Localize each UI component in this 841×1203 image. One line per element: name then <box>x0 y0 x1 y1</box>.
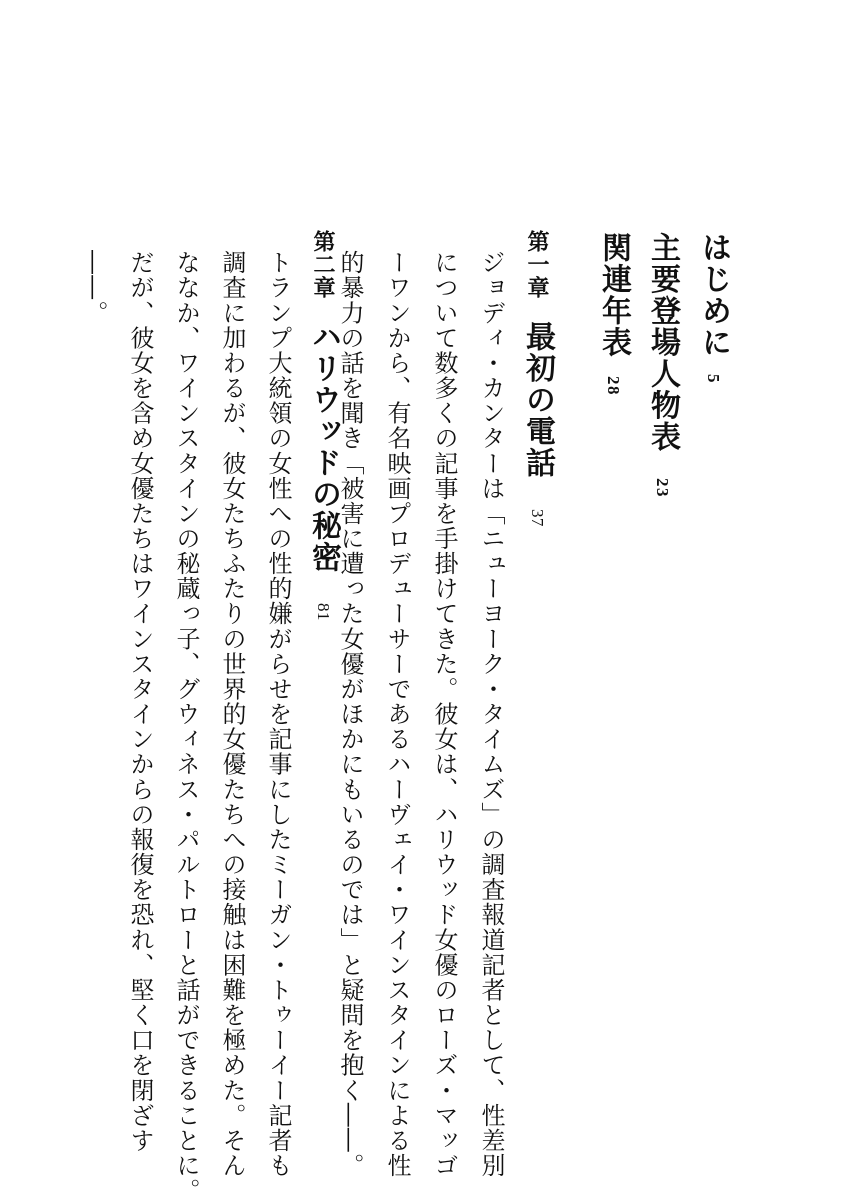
chapter2-summary-line: だが、彼女を含め女優たちはワインスタインからの報復を恐れ、堅く口を閉ざす <box>126 250 154 1153</box>
chapter2-label: 第二章 <box>310 230 336 300</box>
toc-intro-page: 5 <box>704 374 723 384</box>
toc-characters-page: 23 <box>653 477 672 498</box>
chapter2-title: ハリウッドの秘密 <box>306 321 341 574</box>
chapter2-summary-line: 調査に加わるが、彼女たちふたりの世界的女優たちへの接触は困難を極めた。そん <box>218 250 246 1178</box>
chapter2-heading[interactable] <box>306 230 341 621</box>
toc-entry-intro[interactable] <box>696 232 731 384</box>
toc-characters-title: 主要登場人物表 <box>645 232 680 453</box>
toc-intro-title: はじめに <box>696 232 731 358</box>
chapter1-summary-line: 的暴力の話を聞き「被害に遭った女優がほかにもいるのでは」と疑問を抱く――。 <box>336 250 364 1178</box>
chapter1-heading[interactable] <box>520 230 555 527</box>
chapter2-page: 81 <box>314 603 333 621</box>
toc-entry-characters[interactable] <box>645 232 680 498</box>
chapter1-summary-line: について数多くの記事を手掛けてきた。彼女は、ハリウッド女優のローズ・マッゴ <box>430 250 458 1178</box>
chapter2-summary-line: トランプ大統領の女性への性的嫌がらせを記事にしたミーガン・トゥーイー記者も <box>264 250 292 1178</box>
toc-chronology-title: 関連年表 <box>596 232 631 358</box>
chapter2-summary-line: ――。 <box>80 250 108 326</box>
toc-chronology-page: 28 <box>604 376 623 396</box>
chapter1-label: 第一章 <box>524 230 550 300</box>
chapter1-summary-line: ジョディ・カンターは「ニューヨーク・タイムズ」の調査報道記者として、性差別 <box>477 250 505 1178</box>
chapter1-page: 37 <box>528 508 547 527</box>
toc-entry-chronology[interactable] <box>596 232 631 396</box>
chapter2-summary-line: ななか、ワインスタインの秘蔵っ子、グウィネス・パルトローと話ができることに。 <box>172 250 200 1203</box>
chapter1-title: 最初の電話 <box>520 321 555 479</box>
chapter1-summary-line: ーワンから、有名映画プロデューサーであるハーヴェイ・ワインスタインによる性 <box>383 250 411 1178</box>
